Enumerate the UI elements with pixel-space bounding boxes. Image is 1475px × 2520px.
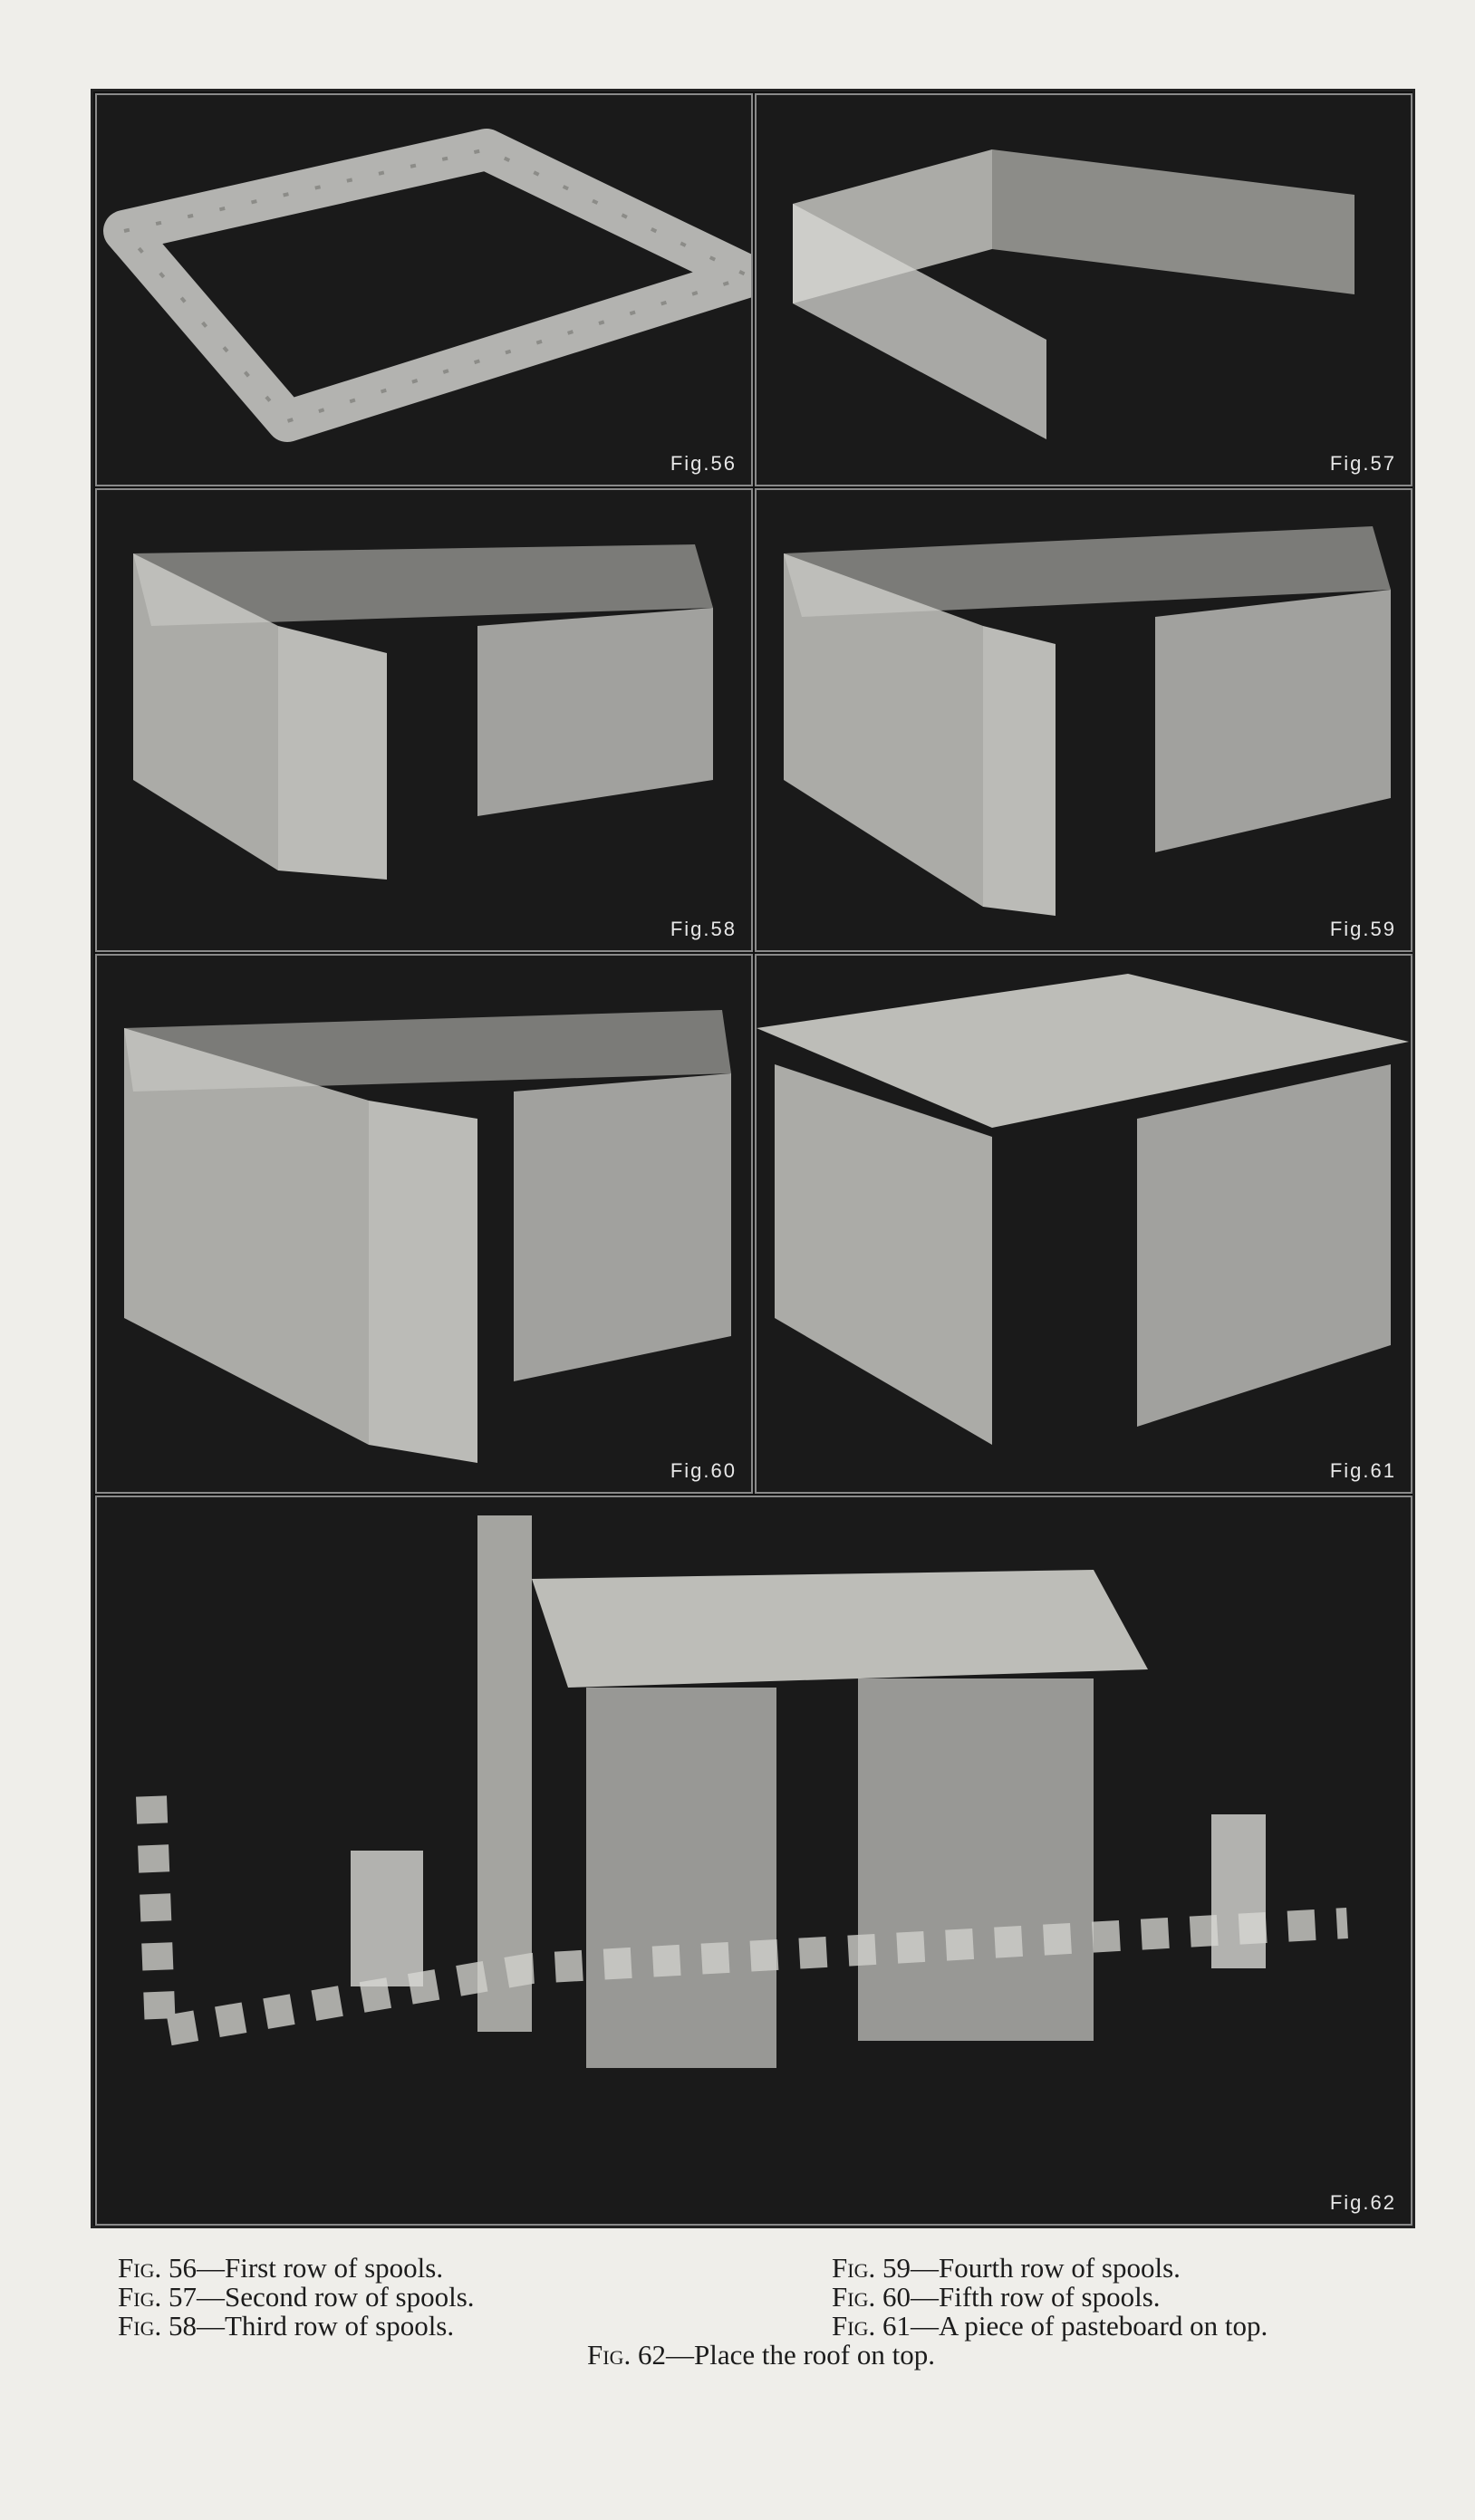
figure-57-label: Fig.57 [1329, 452, 1396, 475]
figure-58-label: Fig.58 [670, 918, 737, 940]
figure-56-illustration [97, 95, 751, 485]
figure-58-panel [95, 488, 753, 952]
spool-ring-outer [124, 149, 749, 421]
caption-column-left [118, 2254, 475, 2341]
figure-58-illustration [97, 490, 751, 950]
figure-62-label: Fig.62 [1329, 2191, 1396, 2214]
figure-62-panel [95, 1496, 1412, 2226]
caption-fig-61: Fig. 61—A piece of pasteboard on top. [832, 2310, 1268, 2342]
spool-wall-right [1155, 590, 1391, 852]
caption-fig-62: Fig. 62—Place the roof on top. [587, 2339, 935, 2371]
figure-57-illustration [757, 95, 1411, 485]
figure-60-panel [95, 954, 753, 1494]
figure-60-illustration [97, 956, 751, 1492]
figure-57-panel [755, 93, 1412, 486]
figure-56-panel [95, 93, 753, 486]
porch-columns-left [586, 1688, 776, 2068]
figure-60-label: Fig.60 [670, 1459, 737, 1482]
spool-wall-left [124, 1028, 369, 1445]
spool-wall-front [369, 1101, 477, 1463]
caption-fig-57: Fig. 57—Second row of spools. [118, 2281, 475, 2313]
figure-56-label: Fig.56 [670, 452, 737, 475]
spool-wall-right [514, 1073, 731, 1381]
figure-59-illustration [757, 490, 1411, 950]
spool-wall-back [992, 149, 1354, 294]
caption-fig-58: Fig. 58—Third row of spools. [118, 2310, 455, 2342]
figure-59-label: Fig.59 [1329, 918, 1396, 940]
figure-59-panel [755, 488, 1412, 952]
spool-wall-left [775, 1064, 992, 1445]
figure-61-illustration [757, 956, 1411, 1492]
caption-fig-59: Fig. 59—Fourth row of spools. [832, 2252, 1181, 2284]
figurine-woman [351, 1851, 423, 1986]
figure-captions [118, 2254, 1404, 2399]
caption-fig-60: Fig. 60—Fifth row of spools. [832, 2281, 1161, 2313]
figure-62-illustration [97, 1497, 1411, 2224]
figure-61-label: Fig.61 [1329, 1459, 1396, 1482]
caption-fig-56: Fig. 56—First row of spools. [118, 2252, 444, 2284]
doorway-gap [1028, 1191, 1119, 1436]
porch-columns-right [858, 1678, 1094, 2041]
doorway-gap [1056, 322, 1119, 430]
spool-wall-front [278, 626, 387, 880]
spool-wall-right [477, 608, 713, 816]
spool-wall-front [983, 626, 1056, 916]
spool-wall-right [1137, 1064, 1391, 1427]
figure-61-panel [755, 954, 1412, 1494]
photo-plate [91, 89, 1415, 2228]
caption-column-right [832, 2254, 1268, 2341]
figurine-man [1211, 1814, 1266, 1968]
house-roof [532, 1570, 1148, 1688]
